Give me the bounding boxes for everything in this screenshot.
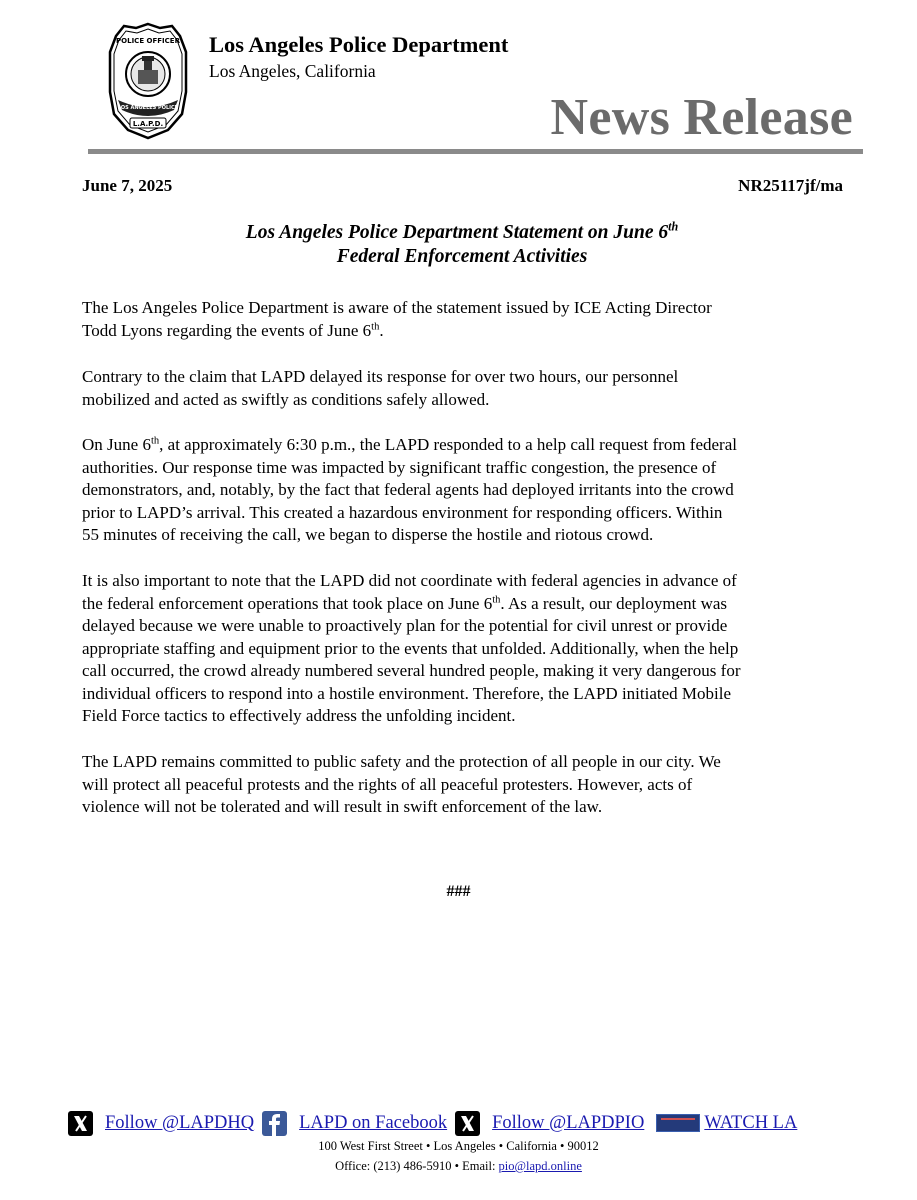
- paragraph-line: [82, 320, 852, 343]
- paragraph-3: [82, 434, 852, 547]
- email-link[interactable]: pio@lapd.online: [498, 1159, 582, 1173]
- paragraph-line: individual officers to respond into a hostile environment. Therefore, the LAPD initiated Mobile: [82, 683, 732, 703]
- paragraph-line: will protect all peaceful protests and the rights of all peaceful protesters. However, acts of: [82, 774, 693, 794]
- paragraph-line: [82, 434, 852, 457]
- paragraph-4: [82, 570, 852, 728]
- follow-lapdpio-link[interactable]: Follow @LAPDPIO: [492, 1112, 645, 1133]
- release-date: June 7, 2025: [82, 176, 173, 195]
- title-line-1-text: Los Angeles Police Department Statement on June 6: [245, 222, 669, 243]
- line-text: .: [379, 320, 384, 340]
- street-address: 100 West First Street • Los Angeles • California • 90012: [318, 1139, 599, 1153]
- line-text: On June 6: [82, 435, 151, 454]
- ordinal-sup: th: [150, 435, 160, 447]
- contact-line: [0, 1156, 917, 1176]
- line-text: the federal enforcement operations that took place on June 6: [82, 593, 493, 613]
- statement-title-line-1: [82, 221, 842, 245]
- paragraph-line: [82, 593, 852, 616]
- paragraph-line: call occurred, the crowd already numbered several hundred people, making it very dangerous for: [82, 661, 741, 680]
- phone-and-email-label: Office: (213) 486-5910 • Email:: [335, 1159, 499, 1173]
- header-divider: [88, 149, 863, 154]
- title-line-1-sup: th: [668, 219, 679, 234]
- x-logo-icon[interactable]: [68, 1111, 93, 1136]
- paragraph-line: demonstrators, and, notably, by the fact that federal agents had deployed irritants into the crowd: [82, 480, 734, 499]
- line-text: Todd Lyons regarding the events of June 6: [82, 320, 372, 340]
- paragraph-line: delayed because we were unable to proactively plan for the potential for civil unrest or provide: [82, 616, 728, 635]
- org-name: Los Angeles Police Department: [209, 32, 509, 57]
- paragraph-line: prior to LAPD’s arrival. This created a hazardous environment for responding officers. Within: [82, 502, 723, 522]
- statement-title-line-2: Federal Enforcement Activities: [336, 246, 588, 267]
- doc-type-heading: News Release: [550, 89, 853, 146]
- paragraph-line: Contrary to the claim that LAPD delayed its response for over two hours, our personnel: [82, 367, 679, 386]
- facebook-icon[interactable]: [262, 1111, 287, 1136]
- paragraph-line: mobilized and acted as swiftly as conditions safely allowed.: [82, 389, 490, 409]
- line-text: , at approximately 6:30 p.m., the LAPD responded to a help call request from federal: [159, 435, 737, 454]
- badge-top-text: POLICE OFFICER: [116, 37, 180, 45]
- paragraph-line: The Los Angeles Police Department is aware of the statement issued by ICE Acting Director: [82, 298, 712, 317]
- watch-la-link[interactable]: WATCH LA: [704, 1112, 798, 1133]
- badge-middle-text: LOS ANGELES POLICE: [117, 105, 179, 111]
- follow-lapdhq-link[interactable]: Follow @LAPDHQ: [105, 1112, 255, 1133]
- footer-address-block: [0, 1136, 917, 1176]
- paragraph-line: It is also important to note that the LAPD did not coordinate with federal agencies in advance of: [82, 571, 737, 590]
- paragraph-line: authorities. Our response time was impacted by significant traffic congestion, the presence of: [82, 457, 717, 477]
- lapd-facebook-link[interactable]: LAPD on Facebook: [299, 1112, 448, 1133]
- x-logo-icon[interactable]: [455, 1111, 480, 1136]
- paragraph-line: violence will not be tolerated and will result in swift enforcement of the law.: [82, 797, 603, 816]
- watch-la-tv-icon[interactable]: [656, 1114, 700, 1132]
- paragraph-2: [82, 366, 852, 411]
- ordinal-sup: th: [492, 593, 501, 605]
- org-location: Los Angeles, California: [209, 61, 376, 81]
- end-of-release-mark: ###: [446, 883, 471, 900]
- line-text: . As a result, our deployment was: [500, 593, 728, 613]
- paragraph-line: appropriate staffing and equipment prior to the events that unfolded. Additionally, when the help: [82, 638, 739, 658]
- ordinal-sup: th: [371, 320, 380, 332]
- paragraph-5: [82, 751, 852, 819]
- lapd-badge-logo: [108, 22, 188, 140]
- paragraph-line: 55 minutes of receiving the call, we began to disperse the hostile and riotous crowd.: [82, 525, 654, 544]
- paragraph-line: The LAPD remains committed to public safety and the protection of all people in our city. We: [82, 752, 721, 771]
- badge-bottom-text: L.A.P.D.: [132, 120, 164, 128]
- social-links-bar: [68, 1110, 805, 1136]
- paragraph-1: [82, 297, 852, 342]
- paragraph-line: Field Force tactics to effectively address the unfolding incident.: [82, 706, 516, 725]
- release-number: NR25117jf/ma: [738, 176, 843, 195]
